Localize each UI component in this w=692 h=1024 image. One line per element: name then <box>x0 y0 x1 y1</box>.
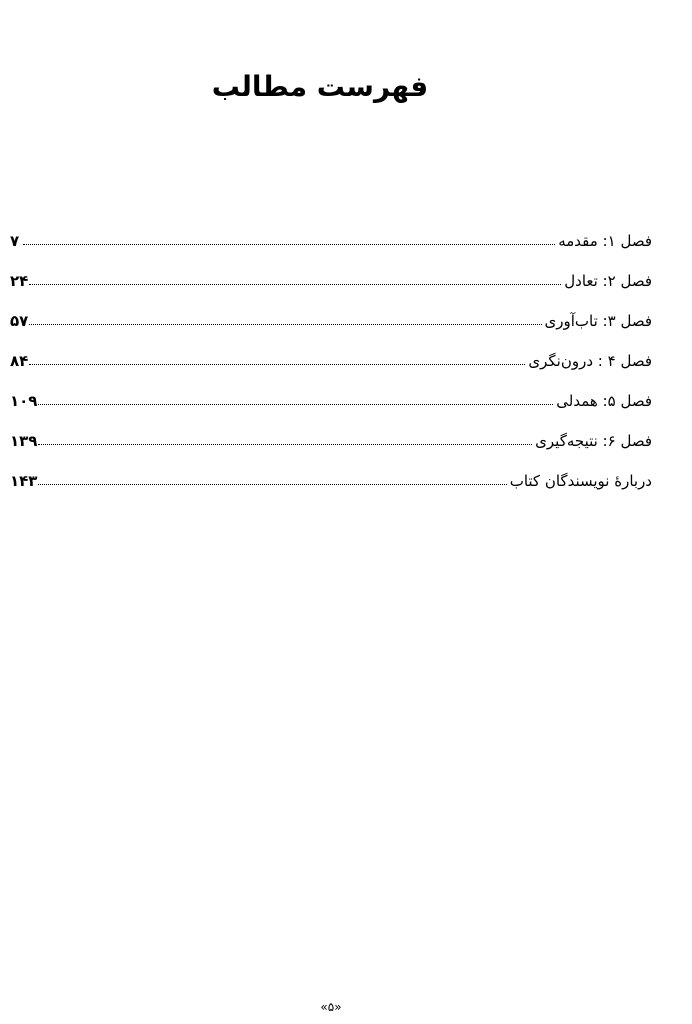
toc-entry-label: فصل ۵: همدلی <box>556 392 652 410</box>
page-number: «۵» <box>320 1000 342 1014</box>
toc-entry-label: فصل ۲: تعادل <box>564 272 652 290</box>
toc-dot-leader <box>29 324 541 325</box>
toc-entry-chapter-3 <box>10 290 652 330</box>
toc-entry-label: فصل ۶: نتیجه‌گیری <box>535 432 652 450</box>
toc-entry-label: فصل ۴ : درون‌نگری <box>528 352 652 370</box>
toc-entry-page: ۱۰۹ <box>10 392 38 410</box>
toc-entry-label: فصل ۱: مقدمه <box>558 232 652 250</box>
toc-entry-page: ۸۴ <box>10 352 29 370</box>
toc-entry-chapter-1 <box>10 210 652 250</box>
page-title: فهرست مطالب <box>211 70 429 103</box>
toc-entry-page: ۱۳۹ <box>10 432 38 450</box>
toc-entry-page: ۱۴۳ <box>10 472 38 490</box>
toc-entry-label: فصل ۳: تاب‌آوری <box>544 312 652 330</box>
toc-entry-chapter-2 <box>10 250 652 290</box>
toc-dot-leader <box>38 444 532 445</box>
toc-dot-leader <box>29 364 525 365</box>
toc-entry-page: ۲۴ <box>10 272 29 290</box>
toc-dot-leader <box>38 484 506 485</box>
toc-entry-chapter-4 <box>10 330 652 370</box>
table-of-contents <box>10 210 652 490</box>
toc-entry-label: دربارهٔ نویسندگان کتاب <box>509 472 652 490</box>
toc-dot-leader <box>23 244 555 245</box>
toc-entry-chapter-5 <box>10 370 652 410</box>
toc-entry-page: ۵۷ <box>10 312 29 330</box>
toc-dot-leader <box>29 284 561 285</box>
toc-dot-leader <box>38 404 553 405</box>
toc-entry-page: ۷ <box>10 232 20 250</box>
toc-entry-chapter-6 <box>10 410 652 450</box>
toc-entry-about-authors <box>10 450 652 490</box>
